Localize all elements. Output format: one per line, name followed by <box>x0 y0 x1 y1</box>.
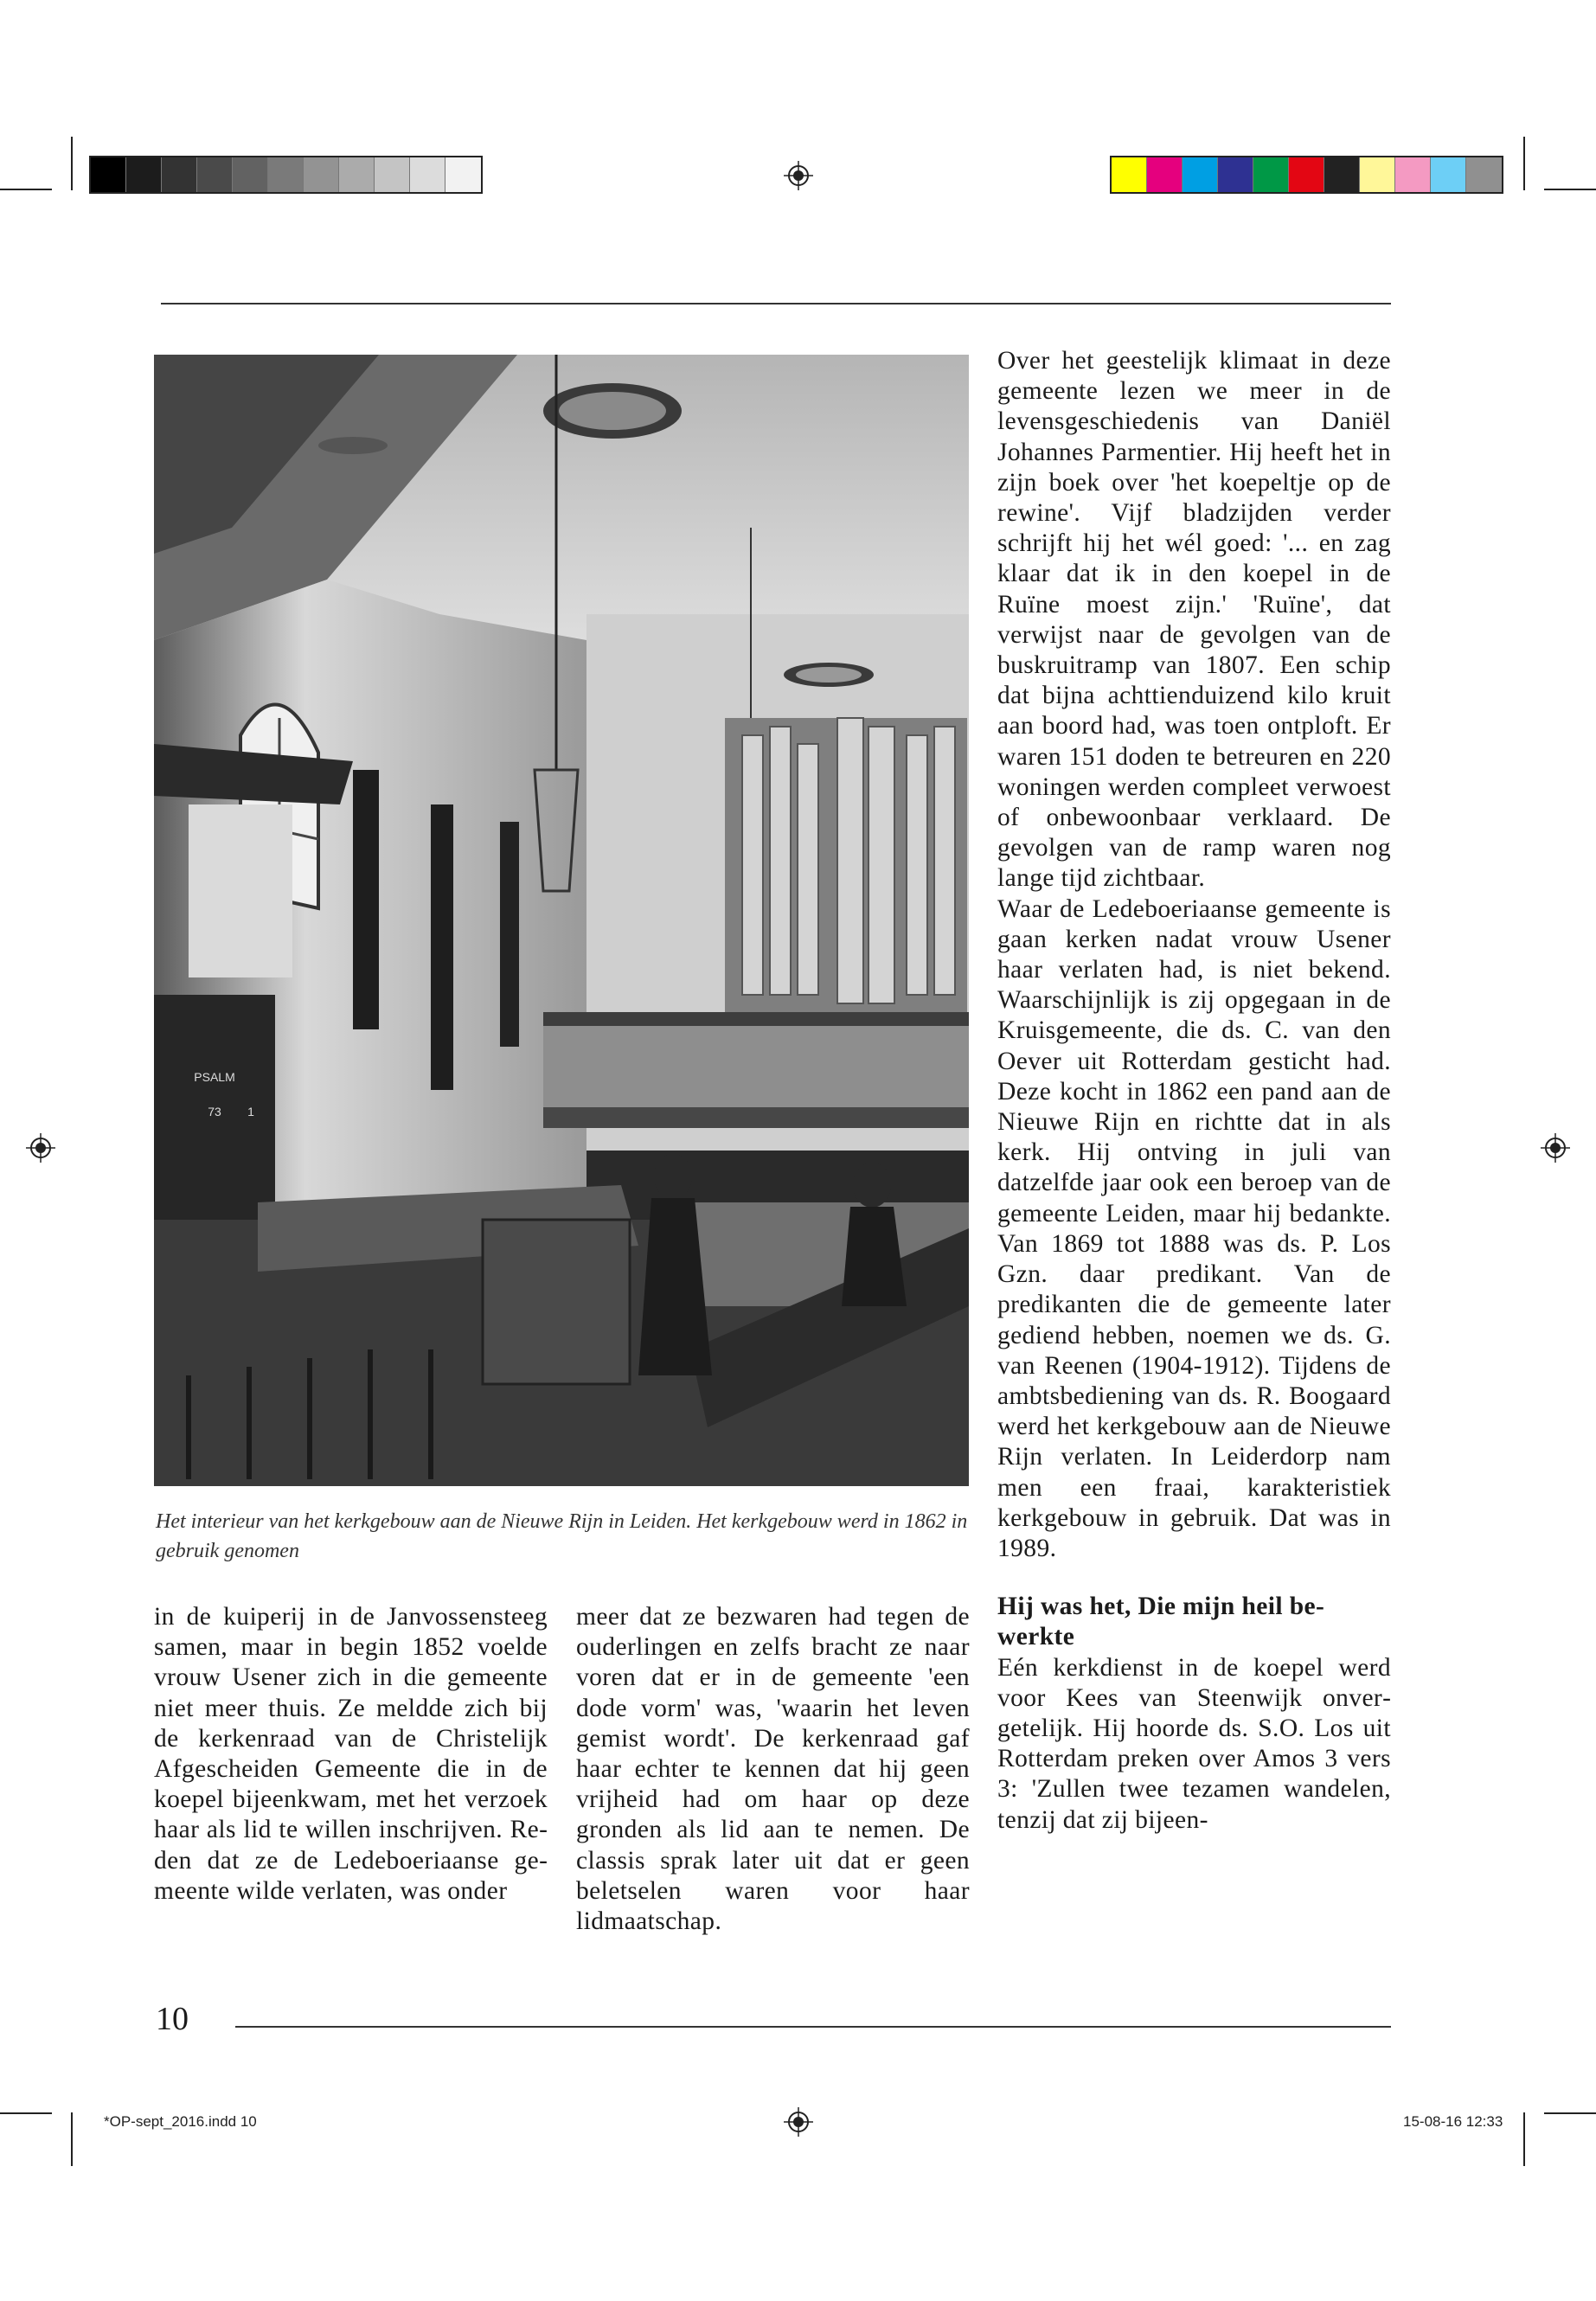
color-swatch <box>1183 157 1218 192</box>
psalm-board-number: 73 <box>208 1105 221 1118</box>
color-swatch <box>1360 157 1395 192</box>
page-number: 10 <box>156 2001 189 2037</box>
crop-mark <box>1523 2112 1525 2166</box>
crop-mark <box>1544 189 1596 190</box>
color-swatch <box>1466 157 1502 192</box>
paragraph: Waar de Ledeboeriaanse gemeente is gaan kerken nadat vrouw Usener haar verlaten had, is niet bekend. Waarschijnlijk is zij opgegaan in de Kruisgemeente, die ds. C. van den Oever uit Rotterdam gesticht had. Deze kocht in 1862 een pand aan de Nieuwe Rijn en richtte dat in als kerk. Hij ontving in juli van datzelfde jaar ook een beroep van de gemeente Leiden, maar hij bedankte. Van 1869 tot 1888 was ds. P. Los Gzn. daar predikant. Van de predikanten die de gemeente later gediend hebben, noemen we ds. G. van Reenen (1904-1912). Tijdens de ambtsbediening van ds. R. Boogaard werd het kerkgebouw aan de Nieuwe Rijn verlaten. In Leiderdorp nam men een fraai, karakteristiek kerkgebouw in gebruik. Dat was in 1989. <box>997 894 1391 1562</box>
registration-mark-icon <box>26 1133 55 1163</box>
color-swatch <box>1431 157 1466 192</box>
color-swatch <box>1218 157 1253 192</box>
file-slug: *OP-sept_2016.indd 10 <box>104 2113 257 2130</box>
registration-mark-icon <box>784 161 813 190</box>
date-slug: 15-08-16 12:33 <box>1403 2113 1503 2130</box>
color-swatch <box>410 157 445 192</box>
article-column-3 <box>997 346 1391 1836</box>
paragraph: Eén kerkdienst in de koepel werd voor Kees van Steenwijk onvergetelijk. Hij hoorde ds. S.O. Los uit Rotterdam preken over Amos 3 vers 3: 'Zullen twee tezamen wandelen, tenzij dat zij bijeen- <box>997 1653 1391 1834</box>
color-swatch <box>304 157 339 192</box>
section-heading: Hij was het, Die mijn heil bewerkte <box>997 1593 1324 1651</box>
psalm-board-text: PSALM <box>194 1070 235 1084</box>
crop-mark <box>71 137 73 190</box>
paragraph: meer dat ze bezwaren had tegen de ouderlingen en zelfs bracht ze naar voren dat er in de gemeente 'een dode vorm' was, 'waarin het leven gemist wordt'. De kerkenraad gaf haar echter te kennen dat hij geen vrijheid had om haar op deze gronden als lid aan te nemen. De classis sprak later uit dat er geen beletselen waren voor haar lidmaatschap. <box>576 1603 970 1936</box>
crop-mark <box>0 2112 52 2114</box>
crop-mark <box>0 189 52 190</box>
spacer <box>997 1564 1391 1592</box>
color-swatch <box>1395 157 1431 192</box>
crop-mark <box>1544 2112 1596 2114</box>
paragraph: in de kuiperij in de Janvossensteeg samen, maar in begin 1852 voelde vrouw Usener zich in die gemeente niet meer thuis. Ze meldde zich bij de kerkenraad van de Christelijk Afgescheiden Gemeente die in de koepel bijeenkwam, met het verzoek haar als lid te willen inschrijven. Reden dat ze de Ledeboeriaanse gemeente wilde verlaten, was onder <box>154 1603 548 1905</box>
paragraph: Over het geestelijk klimaat in deze gemeente lezen we meer in de levensgeschiedenis van Daniël Johannes Parmentier. Hij heeft het in zijn boek over 'het koepeltje op de rewine'. Vijf bladzijden verder schrijft hij het wél goed: '... en zag klaar dat ik in den koepel in de Ruïne moest zijn.' 'Ruïne', dat verwijst naar de gevolgen van de buskruitramp van 1807. Een schip dat bijna achttienduizend kilo kruit aan boord had, was toen ontploft. Er waren 151 doden te betreuren en 220 woningen werden compleet verwoest of onbewoonbaar verklaard. De gevolgen van de ramp waren nog lange tijd zichtbaar. <box>997 347 1391 893</box>
grayscale-color-bar <box>89 156 483 194</box>
church-interior-photo <box>154 355 969 1486</box>
color-swatch <box>197 157 233 192</box>
crop-mark <box>71 2112 73 2166</box>
color-swatch <box>1112 157 1147 192</box>
header-rule <box>161 303 1391 304</box>
color-swatch <box>1147 157 1183 192</box>
color-swatch <box>126 157 162 192</box>
color-swatch <box>268 157 304 192</box>
color-swatch <box>1289 157 1324 192</box>
process-color-bar <box>1110 156 1503 194</box>
color-swatch <box>339 157 375 192</box>
color-swatch <box>91 157 126 192</box>
article-column-1 <box>154 1602 548 1907</box>
crop-mark <box>1523 137 1525 190</box>
photo-caption: Het interieur van het kerkgebouw aan de Nieuwe Rijn in Leiden. Het kerkgebouw werd in 1862 in gebruik genomen <box>156 1510 968 1562</box>
color-swatch <box>1253 157 1289 192</box>
article-column-2 <box>576 1602 970 1937</box>
registration-mark-icon <box>784 2107 813 2137</box>
color-swatch <box>162 157 197 192</box>
color-swatch <box>375 157 410 192</box>
color-swatch <box>1324 157 1360 192</box>
psalm-board-verse: 1 <box>247 1105 254 1118</box>
registration-mark-icon <box>1541 1133 1570 1163</box>
footer-rule <box>235 2026 1391 2028</box>
color-swatch <box>233 157 268 192</box>
color-swatch <box>445 157 481 192</box>
